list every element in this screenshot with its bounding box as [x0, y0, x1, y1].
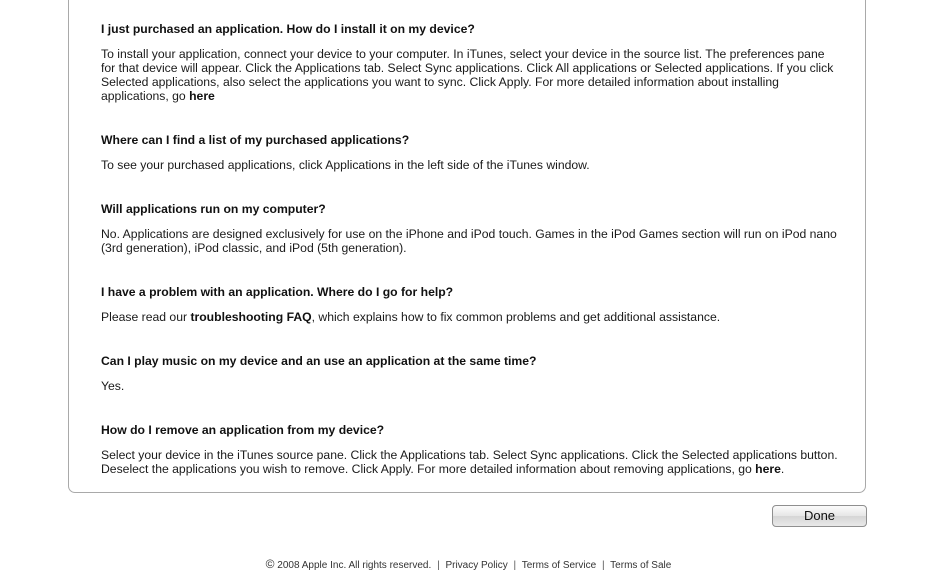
faq-item-remove: [101, 423, 841, 476]
faq-question: How do I remove an application from my device?: [101, 423, 385, 437]
done-button[interactable]: Done: [772, 505, 867, 527]
privacy-policy-link[interactable]: Privacy Policy: [445, 560, 508, 571]
faq-item-install: [101, 22, 841, 103]
faq-answer: [101, 448, 841, 476]
faq-answer-text: Select your device in the iTunes source pane. Click the Applications tab. Select Sync applications. Click the Selected applications button. Deselect the applications you wish to remove. Click Apply. For more detailed information about removing applications, go: [101, 448, 838, 476]
remove-help-link[interactable]: here: [755, 462, 781, 476]
terms-of-sale-link[interactable]: Terms of Sale: [610, 560, 672, 571]
troubleshooting-faq-link[interactable]: troubleshooting FAQ: [190, 310, 312, 324]
faq-question: Where can I find a list of my purchased applications?: [101, 133, 410, 147]
faq-answer: Yes.: [101, 379, 125, 393]
footer-separator: |: [601, 560, 605, 571]
faq-panel: [68, 0, 866, 493]
faq-answer-text: Please read our: [101, 310, 191, 324]
faq-question: I have a problem with an application. Where do I go for help?: [101, 285, 454, 299]
footer-separator: |: [513, 560, 517, 571]
faq-list: [101, 22, 841, 476]
faq-answer-text: To install your application, connect your device to your computer. In iTunes, select your device in the source list. The preferences pane for that device will appear. Click the Applications tab. Select Sync applications. Click All applications or Selected applications. If you click Selected applications, also select the applications you want to sync. Click Apply. For more detailed information about installing applications, go: [101, 47, 834, 103]
faq-answer: [101, 310, 841, 324]
faq-item-music-and-app: [101, 354, 841, 393]
copyright-icon: ©: [265, 557, 275, 571]
faq-answer: No. Applications are designed exclusively for use on the iPhone and iPod touch. Games in the iPod Games section will run on iPod nano (3rd generation), iPod classic, and iPod (5th generation).: [101, 227, 837, 255]
faq-answer: [101, 47, 841, 103]
footer-separator: |: [437, 560, 440, 571]
faq-answer: To see your purchased applications, click Applications in the left side of the iTunes window.: [101, 158, 590, 172]
faq-question: I just purchased an application. How do I install it on my device?: [101, 22, 475, 36]
faq-question: Can I play music on my device and an use an application at the same time?: [101, 354, 537, 368]
install-help-link[interactable]: here: [189, 89, 215, 103]
faq-item-purchased-list: [101, 133, 841, 172]
faq-item-help: [101, 285, 841, 324]
terms-of-service-link[interactable]: Terms of Service: [521, 560, 597, 571]
footer: [0, 557, 937, 573]
faq-item-run-on-computer: [101, 202, 841, 255]
faq-question: Will applications run on my computer?: [101, 202, 326, 216]
copyright-text: 2008 Apple Inc. All rights reserved.: [274, 560, 432, 571]
faq-answer-tail: , which explains how to fix common problems and get additional assistance.: [311, 310, 721, 324]
faq-answer-tail: .: [780, 462, 785, 476]
